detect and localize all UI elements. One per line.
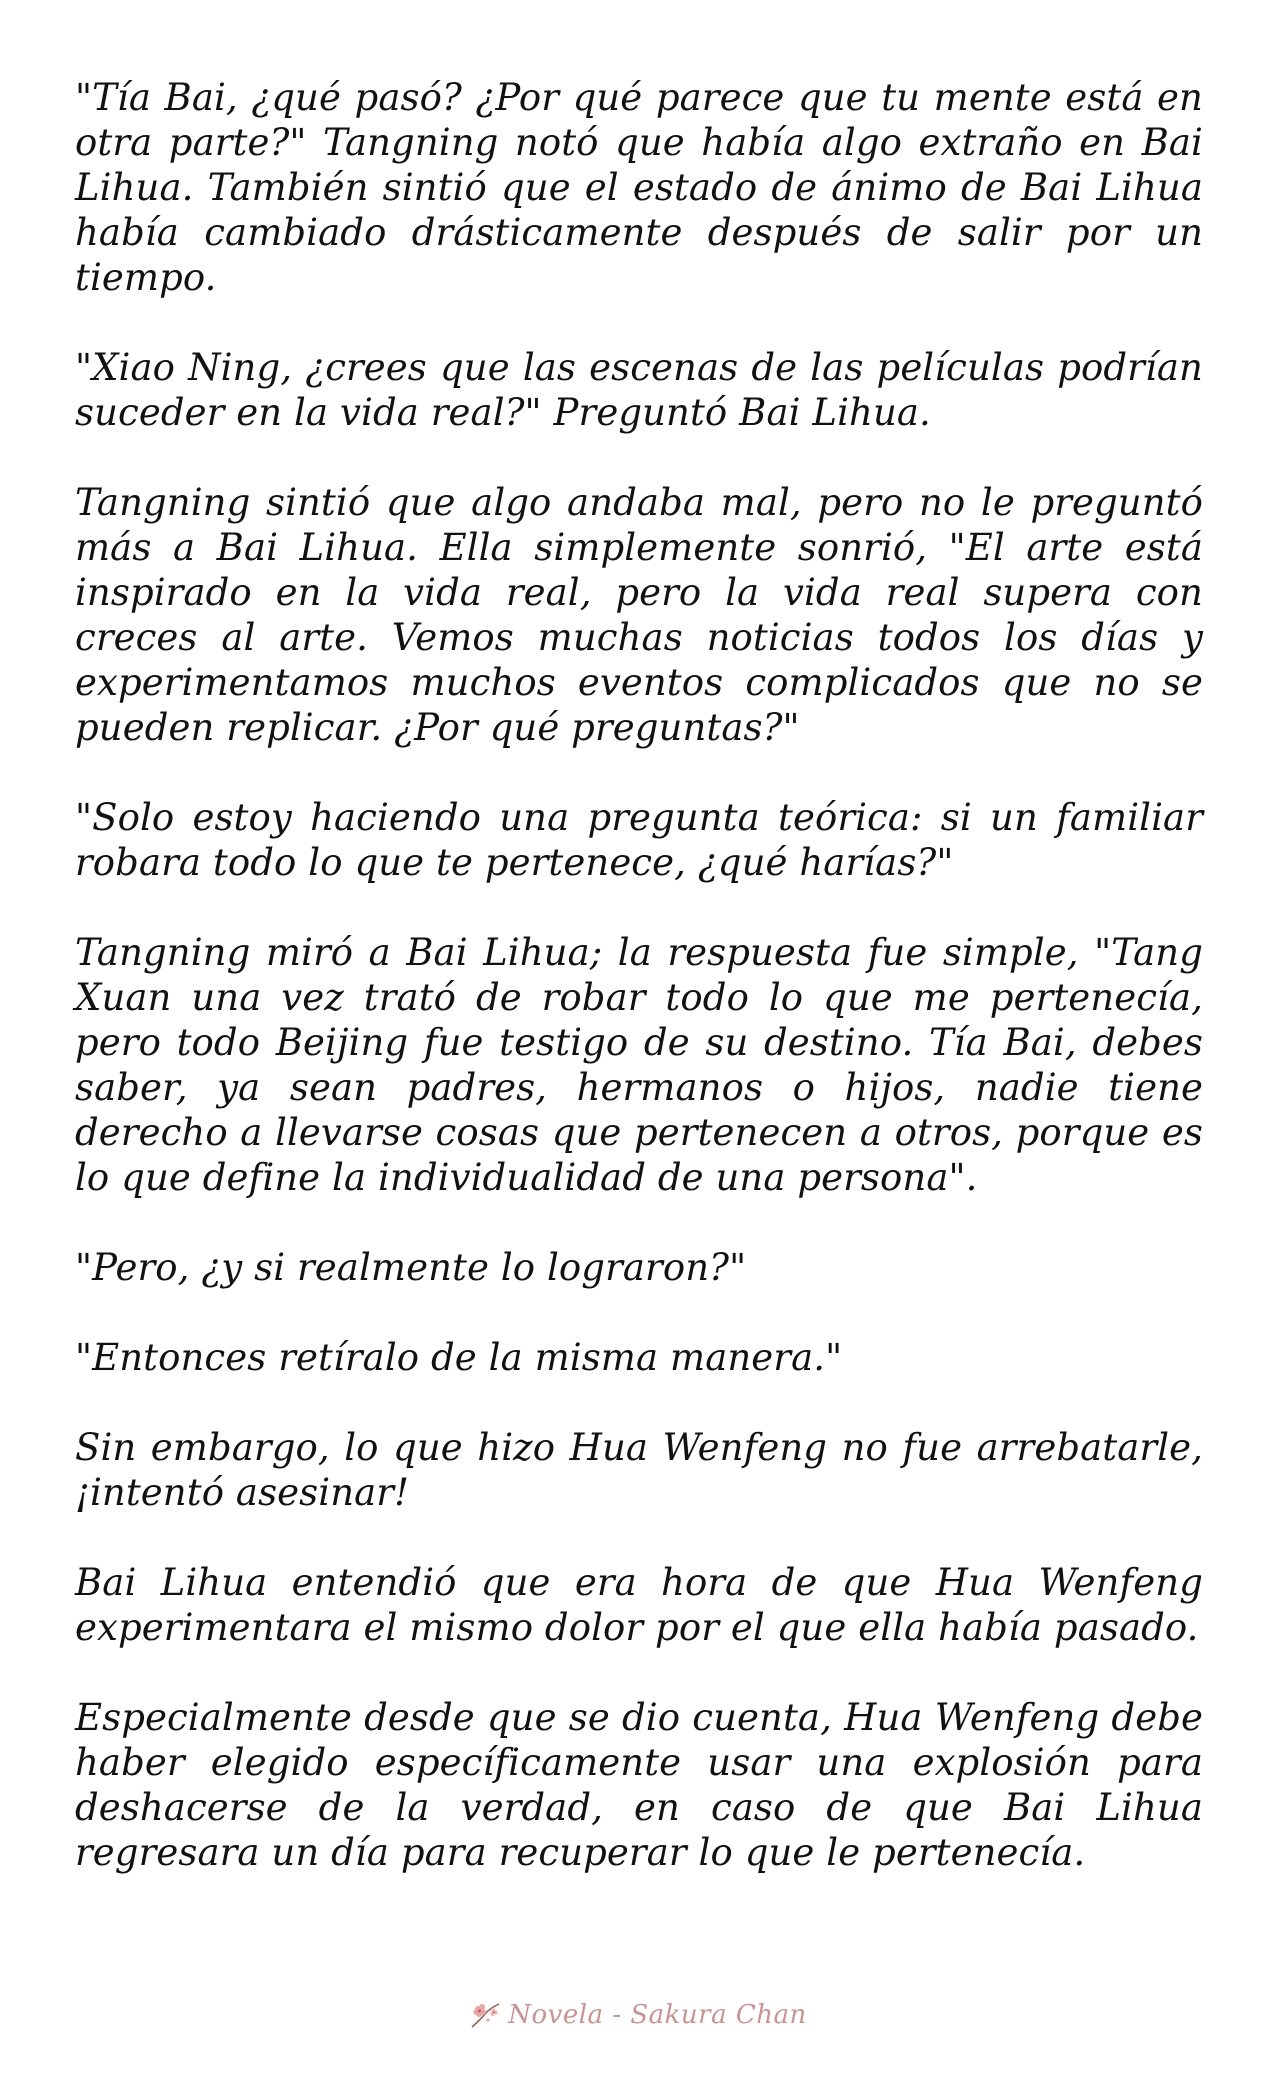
footer xyxy=(0,1990,1275,2040)
paragraph: Tangning sintió que algo andaba mal, pero no le preguntó más a Bai Lihua. Ella simplemente sonrió, "El arte está inspirado en la vida real, pero la vida real supera con creces al arte. Vemos muchas noticias todos los días y experimentamos muchos eventos complicados que no se pueden replicar. ¿Por qué preguntas?" xyxy=(75,481,1203,749)
paragraph: "Solo estoy haciendo una pregunta teórica: si un familiar robara todo lo que te pertenece, ¿qué harías?" xyxy=(75,796,1203,884)
paragraph: Sin embargo, lo que hizo Hua Wenfeng no fue arrebatarle, ¡intentó asesinar! xyxy=(75,1426,1203,1514)
paragraph: Bai Lihua entendió que era hora de que Hua Wenfeng experimentara el mismo dolor por el que ella había pasado. xyxy=(75,1561,1203,1649)
watermark-text: Novela - Sakura Chan xyxy=(508,2000,807,2030)
paragraph: "Xiao Ning, ¿crees que las escenas de las películas podrían suceder en la vida real?" Preguntó Bai Lihua. xyxy=(75,346,1203,434)
paragraph: "Entonces retíralo de la misma manera." xyxy=(75,1336,843,1379)
paragraph: Especialmente desde que se dio cuenta, Hua Wenfeng debe haber elegido específicamente usar una explosión para deshacerse de la verdad, en caso de que Bai Lihua regresara un día para recuperar lo que le pertenecía. xyxy=(75,1696,1203,1874)
paragraph: Tangning miró a Bai Lihua; la respuesta fue simple, "Tang Xuan una vez trató de robar todo lo que me pertenecía, pero todo Beijing fue testigo de su destino. Tía Bai, debes saber, ya sean padres, hermanos o hijos, nadie tiene derecho a llevarse cosas que pertenecen a otros, porque es lo que define la individualidad de una persona". xyxy=(75,931,1203,1199)
paragraph: "Pero, ¿y si realmente lo lograron?" xyxy=(75,1246,747,1289)
cherry-blossom-icon xyxy=(468,2000,502,2030)
chapter-text xyxy=(75,75,1203,1920)
watermark xyxy=(468,2000,807,2030)
paragraph: "Tía Bai, ¿qué pasó? ¿Por qué parece que tu mente está en otra parte?" Tangning notó que había algo extraño en Bai Lihua. También sintió que el estado de ánimo de Bai Lihua había cambiado drásticamente después de salir por un tiempo. xyxy=(75,76,1203,299)
